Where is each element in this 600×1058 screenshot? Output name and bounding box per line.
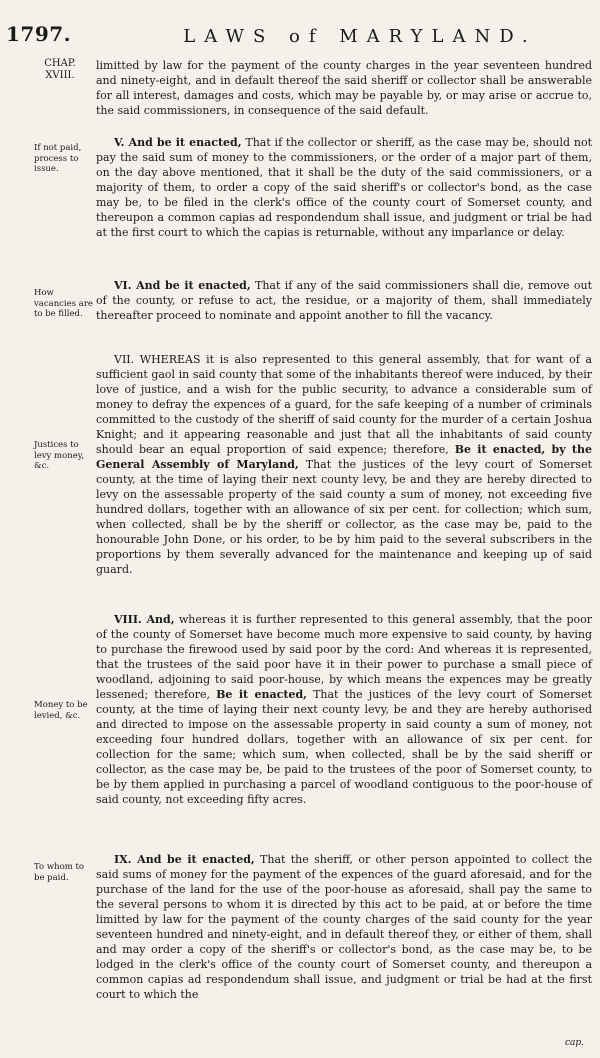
section-8: [96, 612, 592, 807]
chapter-number: XVIII.: [45, 69, 75, 81]
paragraph-text: limitted by law for the payment of the county charges in the year seventeen hundred and ninety-eight, and in default thereof the said sheriff or collector shall be answerable for all interest, damages and costs, which may be payable by, or may arise or accrue to, the said commissioners, in consequence of the said default.: [96, 59, 592, 117]
margin-note-money-levied: Money to be levied, &c.: [34, 700, 88, 721]
section-9-enacting-clause: IX. And be it enacted,: [114, 853, 255, 866]
running-title: LAWS of MARYLAND.: [183, 26, 537, 47]
chapter-label: [34, 58, 86, 81]
chapter-word: CHAP.: [44, 58, 76, 69]
section-7-text: That the justices of the levy court of Somerset county, at the time of laying their next county levy, be and they are hereby directed to levy on the assessable property of the said county a sum of money, not exceeding five hundred dollars, together with an allowance of six per cent. for collection; which sum, when collected, shall be by the sheriff or collector, as the case may be, paid to the honourable John Done, or his order, to be by him paid to the several subscribers in the proportions by them severally advanced for the maintenance and keeping up of said guard.: [96, 458, 592, 576]
section-6: [96, 278, 592, 323]
section-5-enacting-clause: V. And be it enacted,: [114, 136, 242, 149]
paragraph-continuation: [96, 58, 592, 118]
margin-note-whom-paid: To whom to be paid.: [34, 862, 84, 883]
catchword: cap.: [565, 1038, 585, 1048]
section-6-text: That if any of the said commissioners shall die, remove out of the county, or refuse to act, the residue, or a majority of them, shall immediately thereafter proceed to nominate and appoint another to fill the vacancy.: [96, 279, 593, 322]
section-9: [96, 852, 592, 1002]
section-7: [96, 352, 592, 577]
page-year: 1797.: [6, 22, 72, 46]
section-9-text: That the sheriff, or other person appointed to collect the said sums of money for the payment of the expences of the guard aforesaid, and for the purchase of the land for the use of the poor-house as aforesaid, shall pay the same to the several persons to whom it is directed by this act to be paid, at or before the time limitted by law for the payment of the county charges of the said county for the year seventeen hundred and ninety-eight, and in default thereof they, or either of them, shall and may order a copy of the sheriff's or collector's bond, as the case may be, to be lodged in the clerk's office of the county court of Somerset county, and thereupon a common capias ad respondendum shall issue, and judgment or trial be had at the first court to which the: [96, 853, 593, 1001]
section-7-enacting-clause: Be it enacted, by the General Assembly of Maryland,: [96, 443, 592, 471]
section-5-text: That if the collector or sheriff, as the case may be, should not pay the said sum of money to the commissioners, or the order of a major part of them, on the day above mentioned, that it shall be the duty of the said commissioners, or a majority of them, to order a copy of the said sheriff's or collector's bond, as the case may be, to be filed in the clerk's office of the county court of Somerset county, and thereupon a common capias ad respondendum shall issue, and judgment or trial be had at the first court to which the capias is returnable, without any imparlance or delay.: [96, 136, 592, 239]
section-6-enacting-clause: VI. And be it enacted,: [114, 279, 251, 292]
margin-note-levy: Justices to levy money, &c.: [34, 440, 85, 472]
section-8-text: That the justices of the levy court of Somerset county, at the time of laying their next county levy, be and they are hereby authorised and directed to impose on the assessable property in said county a sum of money, not exceeding four hundred dollars, together with an allowance of six per cent. for collection for the same; which sum, when collected, shall be by the said sheriff or collector, as the case may be, be paid to the trustees of the poor of Somerset county, to be by them applied in purchasing a parcel of woodland contiguous to the poor-house of said county, not exceeding fifty acres.: [96, 688, 593, 806]
section-8-preamble: whereas it is further represented to this general assembly, that the poor of the county of Somerset have become much more expensive to said county, by having to purchase the firewood used by said poor by the cord: And whereas it is represented, that the trustees of the said poor have it in their power to purchase a small piece of woodland, adjoining to said poor-house, by which means the expences may be greatly lessened; therefore,: [96, 613, 592, 701]
margin-note-vacancies: How vacancies are to be filled.: [34, 288, 93, 320]
section-8-lead: VIII. And,: [114, 613, 175, 626]
margin-note-process: If not paid, process to issue.: [34, 143, 82, 175]
section-8-enacting-clause: Be it enacted,: [216, 688, 307, 701]
section-5: [96, 135, 592, 240]
section-7-preamble: VII. WHEREAS it is also represented to this general assembly, that for want of a sufficient gaol in said county that some of the inhabitants thereof were induced, by their love of justice, and a wish for the public security, to advance a considerable sum of money to defray the expences of a guard, for the safe keeping of a number of criminals committed to the custody of the sheriff of said county for the murder of a certain Joshua Knight; and it appearing reasonable and just that all the inhabitants of said county should bear an equal proportion of said expence; therefore,: [96, 353, 592, 456]
